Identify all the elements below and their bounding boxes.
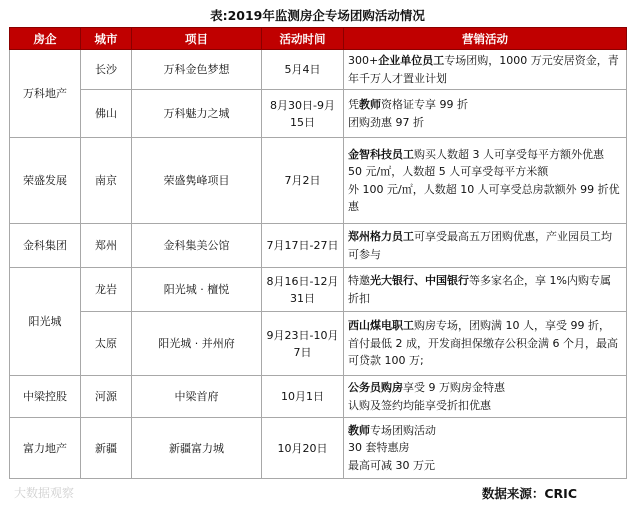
city-cell: 太原 <box>81 312 132 376</box>
activity-text: 折扣 <box>348 291 370 305</box>
highlight-text: 教师 <box>359 98 381 111</box>
activity-line <box>348 198 622 216</box>
watermark: 大数据观察 <box>14 486 75 500</box>
project-cell: 阳光城 · 并州府 <box>132 312 262 376</box>
activity-line <box>348 181 622 199</box>
highlight-text: 郑州格力员工 <box>348 230 414 243</box>
activity-text: 专场团购活动 <box>370 423 436 437</box>
activity-cell <box>344 224 627 268</box>
project-cell: 荣盛隽峰项目 <box>132 138 262 224</box>
activity-line <box>348 272 622 290</box>
activity-text: 享受 9 万购房金特惠 <box>403 381 505 394</box>
highlight-text: 金智科技员工 <box>348 147 414 161</box>
activity-line <box>348 163 622 181</box>
activity-text: 年千万人才置业计划 <box>348 71 447 85</box>
activity-line <box>348 352 622 370</box>
project-cell: 金科集美公馆 <box>132 224 262 268</box>
time-cell: 5月4日 <box>262 50 344 90</box>
activity-text: 外 100 元/㎡，人数超 10 人可享受总房款额外 99 折优 <box>348 182 620 196</box>
activity-line <box>348 379 622 397</box>
activity-text: 30 套特惠房 <box>348 441 410 455</box>
city-cell: 河源 <box>81 376 132 418</box>
activity-line <box>348 335 622 353</box>
table-row <box>10 50 627 90</box>
highlight-text: 公务员购房 <box>348 381 403 394</box>
highlight-text: 西山煤电职工 <box>348 319 414 333</box>
city-cell: 南京 <box>81 138 132 224</box>
highlight-text: 教师 <box>348 423 370 437</box>
project-cell: 万科魅力之城 <box>132 90 262 138</box>
activity-line <box>348 422 622 440</box>
activity-text: 专场团购，1000 万元安居资金，青 <box>444 54 619 67</box>
time-cell: 8月16日-12月31日 <box>262 268 344 312</box>
table-row <box>10 418 627 479</box>
activity-text: 等多家名企，享 1%内购专属 <box>469 274 611 287</box>
activity-line <box>348 439 622 457</box>
activity-text: 首付最低 2 成，开发商担保缴存公积金满 6 个月，最高 <box>348 336 618 350</box>
city-cell: 郑州 <box>81 224 132 268</box>
company-cell: 金科集团 <box>10 224 81 268</box>
project-cell: 阳光城 · 檀悦 <box>132 268 262 312</box>
header-city: 城市 <box>81 28 132 50</box>
header-row <box>10 28 627 50</box>
activity-text: 可享受最高五万团购优惠，产业园员工均 <box>414 230 612 243</box>
city-cell: 佛山 <box>81 90 132 138</box>
activity-cell <box>344 418 627 479</box>
time-cell: 7月2日 <box>262 138 344 224</box>
activity-line <box>348 70 622 88</box>
activity-line <box>348 457 622 475</box>
activity-cell <box>344 268 627 312</box>
activity-text: 购买人数超 3 人可享受每平方额外优惠 <box>414 147 604 161</box>
data-source: 数据来源：CRIC <box>481 486 577 501</box>
city-cell: 长沙 <box>81 50 132 90</box>
activity-text: 50 元/㎡，人数超 5 人可享受每平方米额 <box>348 165 549 178</box>
activity-line <box>348 146 622 164</box>
activity-text: 最高可减 30 万元 <box>348 458 435 472</box>
company-cell: 荣盛发展 <box>10 138 81 224</box>
time-cell: 7月17日-27日 <box>262 224 344 268</box>
header-time: 活动时间 <box>262 28 344 50</box>
table-row <box>10 90 627 138</box>
table-title: 表:2019年监测房企专场团购活动情况 <box>210 8 425 23</box>
activity-text: 购房专场，团购满 10 人，享受 99 折， <box>414 319 610 333</box>
activity-line <box>348 96 622 114</box>
activity-cell <box>344 138 627 224</box>
activity-line <box>348 246 622 264</box>
city-cell: 新疆 <box>81 418 132 479</box>
activity-line <box>348 290 622 308</box>
activity-text: 认购及签约均能享受折扣优惠 <box>348 398 491 412</box>
activity-cell <box>344 50 627 90</box>
time-cell: 10月20日 <box>262 418 344 479</box>
table-row <box>10 312 627 376</box>
activity-cell <box>344 90 627 138</box>
highlight-text: 光大银行、中国银行 <box>370 274 469 287</box>
time-cell: 9月23日-10月7日 <box>262 312 344 376</box>
activity-text: 凭 <box>348 98 359 111</box>
activity-line <box>348 397 622 415</box>
time-cell: 8月30日-9月15日 <box>262 90 344 138</box>
activity-text: 资格证专享 99 折 <box>381 98 468 111</box>
company-cell: 万科地产 <box>10 50 81 138</box>
table-row <box>10 268 627 312</box>
project-cell: 中梁首府 <box>132 376 262 418</box>
activity-line <box>348 228 622 246</box>
table-row <box>10 138 627 224</box>
table-row <box>10 376 627 418</box>
activity-text: 可贷款 100 万; <box>348 354 424 368</box>
activity-cell <box>344 376 627 418</box>
header-activity: 营销活动 <box>344 28 627 50</box>
activity-text: 300+ <box>348 54 379 67</box>
activity-line <box>348 52 622 70</box>
highlight-text: 企业单位员工 <box>378 54 445 67</box>
company-cell: 中梁控股 <box>10 376 81 418</box>
table-row <box>10 224 627 268</box>
promotion-table <box>9 27 627 479</box>
activity-text: 团购劲惠 97 折 <box>348 115 424 129</box>
header-company: 房企 <box>10 28 81 50</box>
activity-text: 可参与 <box>348 247 381 261</box>
activity-line <box>348 114 622 132</box>
header-project: 项目 <box>132 28 262 50</box>
activity-cell <box>344 312 627 376</box>
activity-line <box>348 317 622 335</box>
project-cell: 万科金色梦想 <box>132 50 262 90</box>
time-cell: 10月1日 <box>262 376 344 418</box>
company-cell: 富力地产 <box>10 418 81 479</box>
city-cell: 龙岩 <box>81 268 132 312</box>
activity-text: 特邀 <box>348 274 370 287</box>
project-cell: 新疆富力城 <box>132 418 262 479</box>
activity-text: 惠 <box>348 200 359 213</box>
company-cell: 阳光城 <box>10 268 81 376</box>
